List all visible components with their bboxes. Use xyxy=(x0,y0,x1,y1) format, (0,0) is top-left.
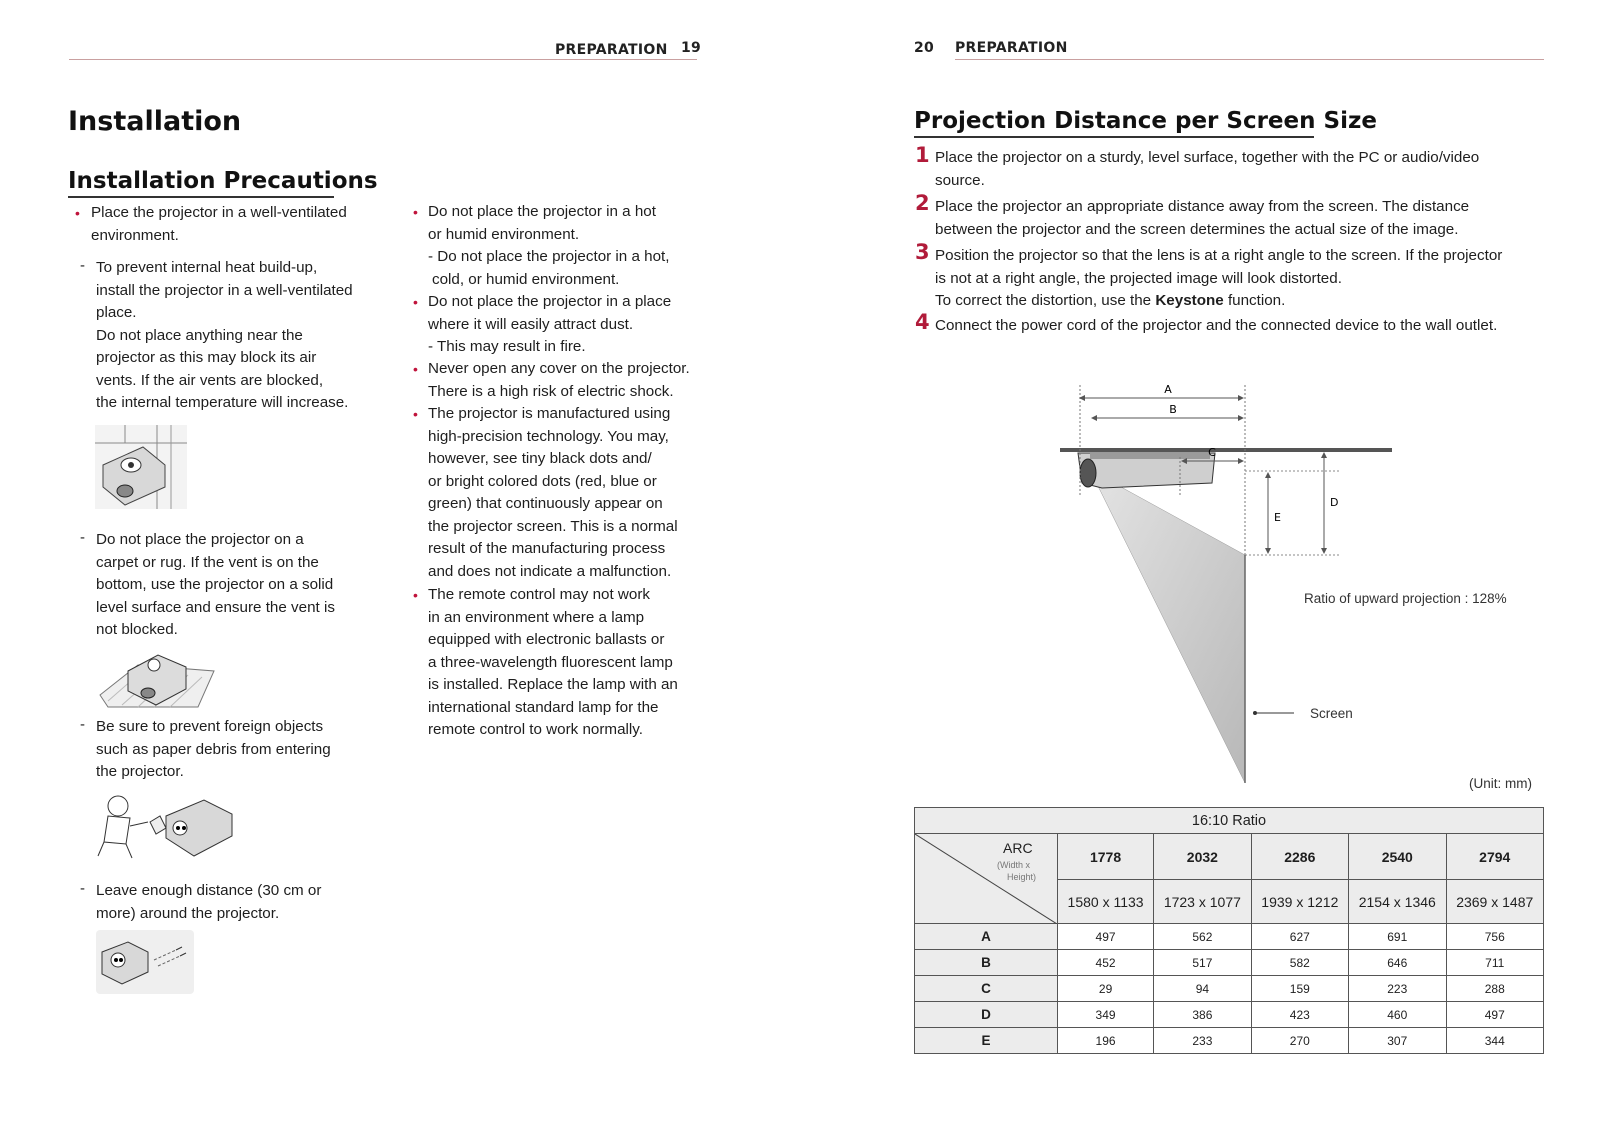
arc-value: 2032 xyxy=(1154,834,1251,880)
arc-value: 2794 xyxy=(1446,834,1544,880)
arc-label: ARC xyxy=(1003,840,1033,856)
cell-value: 452 xyxy=(1058,950,1154,976)
dash-marker: - xyxy=(80,716,85,733)
keystone-term: Keystone xyxy=(1155,292,1224,309)
cell-value: 94 xyxy=(1154,976,1251,1002)
upward-projection-ratio: Ratio of upward projection : 128% xyxy=(1304,591,1507,606)
dash-marker: - xyxy=(80,880,85,897)
left-page-number: 19 xyxy=(681,40,702,56)
right-page-number: 20 xyxy=(914,40,935,56)
cell-value: 159 xyxy=(1251,976,1348,1002)
precaution-dots: The projector is manufactured using high-precision technology. You may, however, see tiny black dots and/ or bright colored dots (red, blue or green) that continuously appear on the projector screen. This is a normal result of the manufacturing process and does not indicate a malfunction. xyxy=(428,405,678,580)
ratio-title: 16:10 Ratio xyxy=(915,808,1544,834)
clearance-distance-illustration xyxy=(96,930,194,994)
right-page-section-label: PREPARATION xyxy=(955,40,1068,56)
bullet-marker: • xyxy=(413,361,418,377)
cell-value: 460 xyxy=(1349,1002,1446,1028)
arc-header-cell xyxy=(915,834,1058,924)
screen-size: 1723 x 1077 xyxy=(1154,880,1251,924)
dimension-b-label: B xyxy=(1169,403,1177,416)
cell-value: 29 xyxy=(1058,976,1154,1002)
cell-value: 691 xyxy=(1349,924,1446,950)
cell-value: 223 xyxy=(1349,976,1446,1002)
step-number: 4 xyxy=(915,310,930,334)
screen-size: 2369 x 1487 xyxy=(1446,880,1544,924)
cell-value: 756 xyxy=(1446,924,1544,950)
dimension-c-label: C xyxy=(1208,446,1216,459)
arc-sub-height: Height) xyxy=(1007,872,1037,882)
precaution-remote-control: The remote control may not work in an environment where a lamp equipped with electronic ballasts or a three-wavelength fluorescent lamp is installed. Replace the lamp with an international standard lamp for the remote control to work normally. xyxy=(428,586,678,738)
projector-against-wall-illustration xyxy=(95,425,187,509)
bullet-marker: • xyxy=(75,205,80,221)
cell-value: 270 xyxy=(1251,1028,1348,1054)
arc-value: 2540 xyxy=(1349,834,1446,880)
cell-value: 344 xyxy=(1446,1028,1544,1054)
unit-label: (Unit: mm) xyxy=(1469,776,1532,791)
screen-label: Screen xyxy=(1310,706,1353,721)
precaution-carpet-text: Do not place the projector on a carpet or rug. If the vent is on the bottom, use the projector on a solid level surface and ensure the vent is not blocked. xyxy=(96,531,335,638)
row-label: B xyxy=(915,950,1058,976)
child-inserting-paper-illustration xyxy=(96,792,236,864)
bullet-marker: • xyxy=(413,406,418,422)
page-title-installation: Installation xyxy=(68,106,242,137)
title-underline xyxy=(914,136,1314,138)
cell-value: 423 xyxy=(1251,1002,1348,1028)
cell-value: 233 xyxy=(1154,1028,1251,1054)
table-row xyxy=(915,950,1544,976)
arc-value: 2286 xyxy=(1251,834,1348,880)
table-row xyxy=(915,1028,1544,1054)
cell-value: 582 xyxy=(1251,950,1348,976)
dimension-e-label: E xyxy=(1274,511,1281,524)
table-row xyxy=(915,976,1544,1002)
step-number: 3 xyxy=(915,240,930,264)
arc-value: 1778 xyxy=(1058,834,1154,880)
projection-distance-diagram xyxy=(1030,385,1570,785)
page-title-projection-distance: Projection Distance per Screen Size xyxy=(914,108,1377,134)
cell-value: 307 xyxy=(1349,1028,1446,1054)
step-3-text: Position the projector so that the lens is at a right angle to the screen. If the projector is not at a right angle, the projected image will look distorted. To correct the distortion, use the Keystone function. xyxy=(935,247,1503,309)
arc-sub-width: (Width x xyxy=(997,860,1031,870)
precaution-clearance-text: Leave enough distance (30 cm or more) around the projector. xyxy=(96,882,322,922)
bullet-marker: • xyxy=(413,587,418,603)
screen-size: 2154 x 1346 xyxy=(1349,880,1446,924)
cell-value: 646 xyxy=(1349,950,1446,976)
section-title-underline xyxy=(68,196,334,198)
cell-value: 517 xyxy=(1154,950,1251,976)
screen-size: 1939 x 1212 xyxy=(1251,880,1348,924)
cell-value: 497 xyxy=(1058,924,1154,950)
left-header-rule xyxy=(69,59,697,60)
section-title-precautions: Installation Precautions xyxy=(68,168,378,194)
cell-value: 627 xyxy=(1251,924,1348,950)
table-row xyxy=(915,924,1544,950)
bullet-marker: • xyxy=(413,204,418,220)
row-label: D xyxy=(915,1002,1058,1028)
projector-lens xyxy=(1080,459,1096,487)
row-label: C xyxy=(915,976,1058,1002)
row-label: E xyxy=(915,1028,1058,1054)
cell-value: 196 xyxy=(1058,1028,1154,1054)
dash-marker: - xyxy=(80,529,85,546)
cell-value: 349 xyxy=(1058,1002,1154,1028)
bullet-marker: • xyxy=(413,294,418,310)
precaution-dust: Do not place the projector in a place where it will easily attract dust. - This may result in fire. xyxy=(428,293,672,355)
dimension-a-label: A xyxy=(1164,385,1172,396)
cell-value: 711 xyxy=(1446,950,1544,976)
step-number: 1 xyxy=(915,143,930,167)
table-row xyxy=(915,1002,1544,1028)
cell-value: 386 xyxy=(1154,1002,1251,1028)
projection-beam xyxy=(1090,470,1245,783)
precaution-ventilation: Place the projector in a well-ventilated environment. xyxy=(91,204,347,244)
screen-size: 1580 x 1133 xyxy=(1058,880,1154,924)
right-header-rule xyxy=(955,59,1544,60)
step-1-text: Place the projector on a sturdy, level surface, together with the PC or audio/video source. xyxy=(935,149,1480,189)
dimension-d-label: D xyxy=(1330,496,1339,509)
step-number: 2 xyxy=(915,191,930,215)
precaution-heat-text: To prevent internal heat build-up, install the projector in a well-ventilated place. Do not place anything near the projector as this may block its air vents. If the air vents are blocked, the internal temperature will increase. xyxy=(96,259,353,411)
left-page-section-label: PREPARATION xyxy=(555,42,668,58)
row-label: A xyxy=(915,924,1058,950)
precaution-hot-humid: Do not place the projector in a hot or humid environment. - Do not place the projector in a hot, cold, or humid environment. xyxy=(428,203,670,288)
precaution-foreign-objects-text: Be sure to prevent foreign objects such as paper debris from entering the projector. xyxy=(96,718,331,780)
cell-value: 562 xyxy=(1154,924,1251,950)
projector-on-carpet-illustration xyxy=(98,645,216,709)
dash-marker: - xyxy=(80,257,85,274)
step-4-text: Connect the power cord of the projector and the connected device to the wall outlet. xyxy=(935,317,1498,334)
precaution-cover: Never open any cover on the projector. There is a high risk of electric shock. xyxy=(428,360,690,400)
projection-distance-table xyxy=(914,807,1544,1054)
cell-value: 497 xyxy=(1446,1002,1544,1028)
step-2-text: Place the projector an appropriate distance away from the screen. The distance between the projector and the screen determines the actual size of the image. xyxy=(935,198,1470,238)
cell-value: 288 xyxy=(1446,976,1544,1002)
